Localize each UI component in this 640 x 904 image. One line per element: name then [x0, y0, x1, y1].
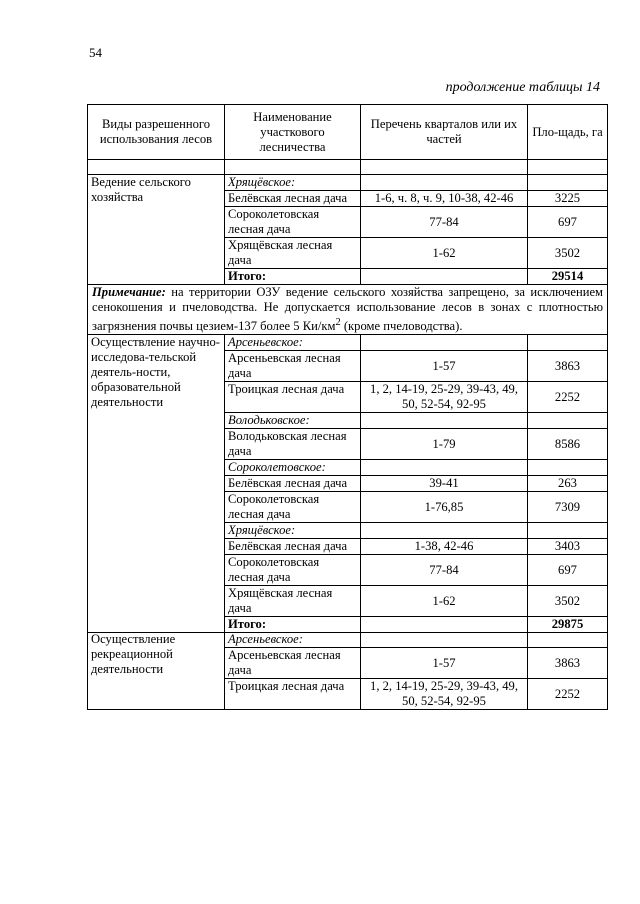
header-row	[88, 105, 608, 160]
area-cell: 3403	[528, 539, 608, 555]
forest-dacha-name: Белёвская лесная дача	[225, 539, 361, 555]
use-agriculture: Ведение сельского хозяйства	[88, 175, 225, 285]
note-superscript: 2	[335, 317, 341, 328]
forest-dacha-name: Сороколетовская лесная дача	[225, 555, 361, 586]
quarters-cell: 1-38, 42-46	[361, 539, 528, 555]
blank-row	[88, 160, 608, 175]
quarters-cell: 1-79	[361, 429, 528, 460]
use-research: Осуществление научно-исследова-тельской деятель-ности, образовательной деятельности	[88, 335, 225, 633]
subforestry-label: Арсеньевское:	[225, 632, 361, 648]
forest-dacha-name: Троицкая лесная дача	[225, 679, 361, 710]
forest-dacha-name: Арсеньевская лесная дача	[225, 351, 361, 382]
area-cell: 2252	[528, 679, 608, 710]
forest-dacha-name: Хрящёвская лесная дача	[225, 238, 361, 269]
subforestry-label: Арсеньевское:	[225, 335, 361, 351]
continuation-caption: продолжение таблицы 14	[445, 80, 600, 95]
quarters-cell: 1-57	[361, 648, 528, 679]
total-value: 29514	[528, 269, 608, 285]
forest-dacha-name: Сороколетовская лесная дача	[225, 492, 361, 523]
quarters-cell: 1, 2, 14-19, 25-29, 39-43, 49, 50, 52-54, 92-95	[361, 382, 528, 413]
area-cell: 697	[528, 555, 608, 586]
forest-dacha-name: Троицкая лесная дача	[225, 382, 361, 413]
quarters-cell: 1, 2, 14-19, 25-29, 39-43, 49, 50, 52-54, 92-95	[361, 679, 528, 710]
header-use: Виды разрешенного использования лесов	[88, 105, 225, 160]
quarters-cell: 1-76,85	[361, 492, 528, 523]
subforestry-label: Володьковское:	[225, 413, 361, 429]
subforestry-label: Сороколетовское:	[225, 460, 361, 476]
quarters-cell: 1-6, ч. 8, ч. 9, 10-38, 42-46	[361, 191, 528, 207]
total-value: 29875	[528, 617, 608, 633]
subforestry-label: Хрящёвское:	[225, 175, 361, 191]
forest-dacha-name: Арсеньевская лесная дача	[225, 648, 361, 679]
area-cell: 3225	[528, 191, 608, 207]
table-row	[88, 335, 608, 351]
area-cell: 3502	[528, 586, 608, 617]
forest-dacha-name: Белёвская лесная дача	[225, 191, 361, 207]
note-text: на территории ОЗУ ведение сельского хозяйства запрещено, за исключением сенокошения и пчеловодства. Не допускается использование лесов в зонах с плотностью загрязнения почвы цезием-137 более 5 Ки/км	[92, 285, 603, 334]
area-cell: 3863	[528, 648, 608, 679]
table-row	[88, 175, 608, 191]
area-cell: 8586	[528, 429, 608, 460]
forest-dacha-name: Сороколетовская лесная дача	[225, 207, 361, 238]
note-label: Примечание:	[92, 285, 166, 299]
area-cell: 7309	[528, 492, 608, 523]
header-forestry: Наименование участкового лесничества	[225, 105, 361, 160]
use-recreation: Осуществление рекреационной деятельности	[88, 632, 225, 710]
area-cell: 3863	[528, 351, 608, 382]
note-row	[88, 285, 608, 335]
area-cell: 2252	[528, 382, 608, 413]
total-label: Итого:	[225, 269, 361, 285]
forest-use-table-continued	[87, 632, 608, 710]
header-quarters: Перечень кварталов или их частей	[361, 105, 528, 160]
note-cell	[88, 285, 608, 335]
table-row	[88, 632, 608, 648]
forest-dacha-name: Хрящёвская лесная дача	[225, 586, 361, 617]
forest-dacha-name: Белёвская лесная дача	[225, 476, 361, 492]
quarters-cell: 1-62	[361, 586, 528, 617]
header-area: Пло-щадь, га	[528, 105, 608, 160]
page-number: 54	[89, 45, 102, 60]
area-cell: 697	[528, 207, 608, 238]
quarters-cell: 77-84	[361, 555, 528, 586]
quarters-cell: 1-57	[361, 351, 528, 382]
subforestry-label: Хрящёвское:	[225, 523, 361, 539]
forest-use-table	[87, 104, 608, 633]
area-cell: 263	[528, 476, 608, 492]
quarters-cell: 77-84	[361, 207, 528, 238]
forest-dacha-name: Володьковская лесная дача	[225, 429, 361, 460]
quarters-cell: 1-62	[361, 238, 528, 269]
total-label: Итого:	[225, 617, 361, 633]
area-cell: 3502	[528, 238, 608, 269]
quarters-cell: 39-41	[361, 476, 528, 492]
note-tail: (кроме пчеловодства).	[340, 319, 463, 334]
